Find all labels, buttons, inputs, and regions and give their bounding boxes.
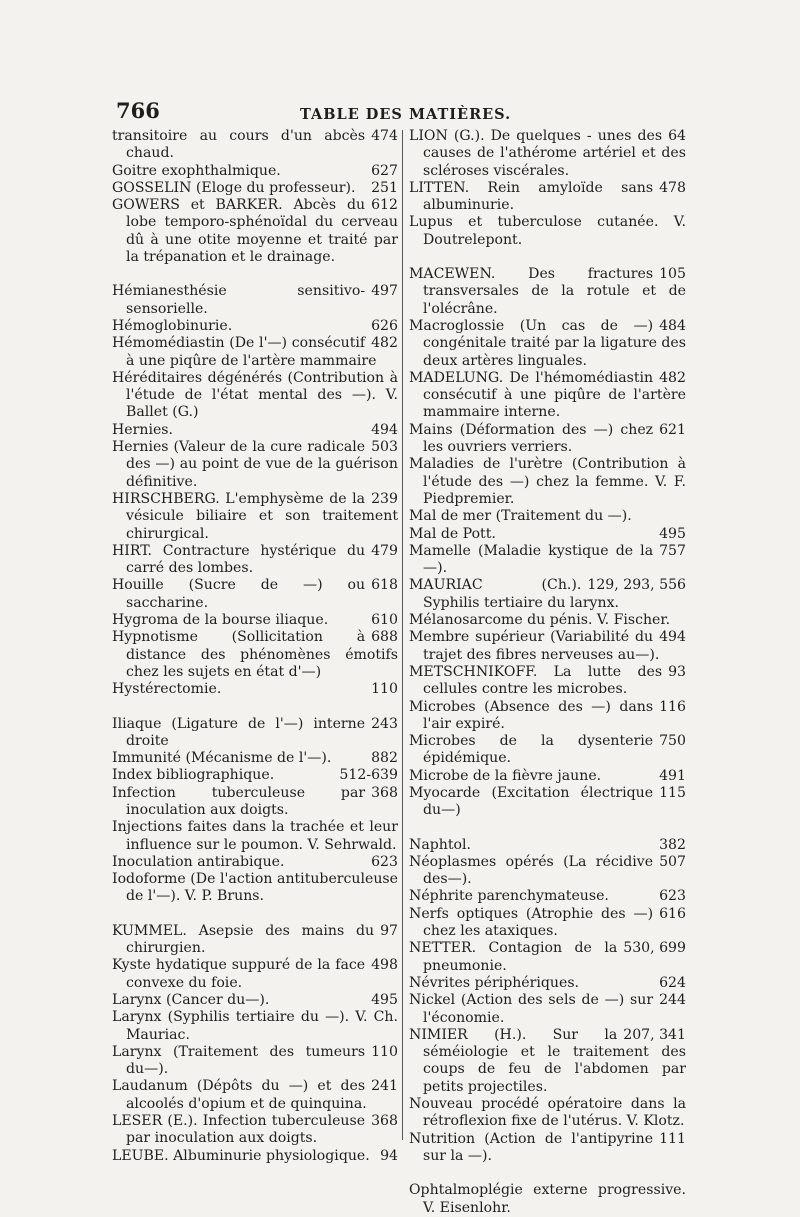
index-entry: [112, 439, 398, 491]
index-entry: [112, 283, 398, 318]
index-entry: [112, 197, 398, 266]
index-entry: [409, 543, 686, 578]
entry-text: Inoculation antirabique.: [112, 853, 285, 870]
entry-text: Ophtalmoplégie externe progressive. V. Eisenlohr.: [409, 1182, 686, 1216]
entry-page: 478: [659, 179, 686, 196]
entry-page: 491: [659, 767, 686, 784]
entry-page: 105: [659, 266, 686, 283]
index-entry: [112, 750, 398, 767]
entry-text: LESER (E.). Infection tuberculeuse par inoculation aux doigts.: [112, 1113, 366, 1147]
entry-text: Nerfs optiques (Atrophie des —) chez les ataxiques.: [409, 905, 654, 940]
entry-text: Hypnotisme (Sollicitation à distance des phénomènes émotifs chez les sujets en état d'—): [112, 629, 398, 680]
index-entry: [409, 266, 686, 318]
left-column: [112, 128, 398, 1165]
entry-page: 479: [371, 542, 398, 559]
index-entry: [112, 491, 398, 543]
entry-page: 624: [659, 974, 686, 991]
index-entry: [409, 975, 686, 992]
entry-page: 244: [659, 992, 686, 1009]
entry-text: Maladies de l'urètre (Contribution à l'étude des —) chez la femme. V. F. Piedpremier.: [409, 456, 686, 507]
index-entry: [409, 1027, 686, 1096]
entry-page: 688: [371, 629, 398, 646]
entry-page: 512-639: [339, 767, 398, 784]
entry-text: Houille (Sucre de —) ou saccharine.: [112, 577, 366, 611]
entry-text: Lupus et tuberculose cutanée. V. Doutrelepont.: [409, 214, 686, 248]
entry-text: Index bibliographique.: [112, 767, 275, 784]
entry-text: transitoire au cours d'un abcès chaud.: [112, 128, 366, 162]
entry-text: MADELUNG. De l'hémomédiastin consécutif à une piqûre de l'artère mammaire interne.: [409, 369, 686, 421]
entry-page: 498: [371, 957, 398, 974]
entry-page: 623: [371, 853, 398, 870]
entry-text: Larynx (Traitement des tumeurs du—).: [112, 1043, 366, 1078]
entry-page: 612: [371, 197, 398, 214]
index-entry: [112, 716, 398, 751]
entry-text: Membre supérieur (Variabilité du trajet des fibres nerveuses au—).: [409, 629, 660, 663]
entry-page: 243: [371, 715, 398, 732]
entry-text: KUMMEL. Asepsie des mains du chirurgien.: [112, 922, 375, 957]
entry-page: 241: [371, 1078, 398, 1095]
entry-text: Infection tuberculeuse par inoculation aux doigts.: [112, 784, 366, 818]
index-entry: [409, 664, 686, 699]
index-entry: [409, 629, 686, 664]
entry-text: LEUBE. Albuminurie physiologique.: [112, 1147, 370, 1164]
index-entry: [409, 128, 686, 180]
index-entry: [112, 612, 398, 629]
entry-page: 621: [659, 421, 686, 438]
entry-text: Microbe de la fièvre jaune.: [409, 767, 602, 784]
entry-text: NETTER. Contagion de la pneumonie.: [409, 940, 618, 974]
index-entry: [409, 526, 686, 543]
index-entry: [112, 422, 398, 439]
index-entry: [112, 370, 398, 422]
index-entry: [112, 957, 398, 992]
entry-text: Mélanosarcome du pénis. V. Fischer.: [409, 612, 671, 629]
index-entry: [112, 767, 398, 784]
entry-text: Mal de Pott.: [409, 525, 496, 542]
entry-text: Mamelle (Maladie kystique de la —).: [409, 542, 654, 577]
entry-text: Hémianesthésie sensitivo-sensorielle.: [112, 283, 366, 317]
entry-text: Héréditaires dégénérés (Contribution à l'étude de l'état mental des —). V. Ballet (G.): [112, 369, 398, 421]
entry-page: 616: [659, 905, 686, 922]
entry-text: Microbes de la dysenterie épidémique.: [409, 733, 654, 767]
entry-text: Myocarde (Excitation électrique du—): [409, 784, 654, 819]
entry-page: 750: [659, 733, 686, 750]
entry-text: HIRSCHBERG. L'emphysème de la vésicule biliaire et son traitement chirurgical.: [112, 490, 398, 542]
entry-text: Névrites périphériques.: [409, 974, 580, 991]
index-entry: [112, 543, 398, 578]
index-entry: [112, 1078, 398, 1113]
entry-page: 618: [371, 577, 398, 594]
index-entry: [112, 923, 398, 958]
entry-page: 507: [659, 853, 686, 870]
entry-page: 207, 341: [623, 1026, 686, 1043]
index-entry: [409, 992, 686, 1027]
entry-text: LITTEN. Rein amyloïde sans albuminurie.: [409, 179, 654, 214]
entry-page: 129, 293, 556: [587, 577, 686, 594]
entry-page: 497: [371, 283, 398, 300]
index-entry: [112, 128, 398, 163]
entry-text: Néphrite parenchymateuse.: [409, 888, 609, 905]
entry-text: Injections faites dans la trachée et leur influence sur le poumon. V. Sehrwald.: [112, 819, 398, 853]
entry-page: 757: [659, 542, 686, 559]
entry-page: 64: [668, 128, 686, 144]
entry-text: Goitre exophthalmique.: [112, 162, 281, 179]
index-entry: [112, 163, 398, 180]
entry-text: Mal de mer (Traitement du —).: [409, 508, 632, 525]
column-divider: [402, 130, 403, 1140]
index-entry: [112, 180, 398, 197]
index-entry: [112, 335, 398, 370]
index-entry: [112, 681, 398, 698]
entry-page: 494: [659, 629, 686, 646]
entry-text: Laudanum (Dépôts du —) et des alcoolés d'opium et de quinquina.: [112, 1078, 367, 1112]
entry-text: Nouveau procédé opératoire dans la rétroflexion fixe de l'utérus. V. Klotz.: [409, 1096, 686, 1130]
entry-text: LION (G.). De quelques - unes des causes de l'athérome artériel et des scléroses viscérales.: [409, 128, 686, 179]
entry-page: 610: [371, 612, 398, 629]
entry-text: NIMIER (H.). Sur la séméiologie et le traitement des coups de feu de l'abdomen par petits projectiles.: [409, 1026, 686, 1095]
entry-page: 110: [371, 681, 398, 698]
index-entry: [112, 1148, 398, 1165]
index-entry: [409, 318, 686, 370]
entry-text: Nutrition (Action de l'antipyrine sur la —).: [409, 1130, 654, 1164]
entry-text: Hernies (Valeur de la cure radicale des —) au point de vue de la guérison définitive.: [112, 439, 398, 490]
index-entry: [112, 318, 398, 335]
index-entry: [409, 214, 686, 249]
index-entry: [409, 699, 686, 734]
entry-text: Iodoforme (De l'action antituberculeuse de l'—). V. P. Bruns.: [112, 871, 398, 905]
index-entry: [112, 871, 398, 906]
entry-text: Larynx (Syphilis tertiaire du —). V. Ch. Mauriac.: [112, 1009, 398, 1043]
entry-page: 474: [371, 128, 398, 144]
entry-text: HIRT. Contracture hystérique du carré des lombes.: [112, 542, 366, 577]
entry-page: 503: [371, 439, 398, 456]
entry-page: 93: [668, 663, 686, 680]
entry-text: Hernies.: [112, 421, 174, 438]
entry-page: 239: [371, 490, 398, 507]
entry-text: Hémoglobinurie.: [112, 317, 233, 334]
index-entry: [409, 785, 686, 820]
index-entry: [409, 733, 686, 768]
entry-text: METSCHNIKOFF. La lutte des cellules contre les microbes.: [409, 663, 663, 698]
index-entry: [409, 1096, 686, 1131]
entry-page: 382: [659, 836, 686, 853]
entry-page: 368: [371, 784, 398, 801]
entry-page: 626: [371, 317, 398, 334]
entry-page: 484: [659, 317, 686, 334]
index-entry: [409, 508, 686, 525]
right-column: [409, 128, 686, 1217]
entry-text: Microbes (Absence des —) dans l'air expiré.: [409, 698, 654, 732]
index-entry: [112, 1009, 398, 1044]
index-entry: [409, 768, 686, 785]
index-entry: [409, 1131, 686, 1166]
index-entry: [409, 837, 686, 854]
index-entry: [409, 456, 686, 508]
entry-text: Mains (Déformation des —) chez les ouvriers verriers.: [409, 421, 654, 456]
entry-text: Iliaque (Ligature de l'—) interne droite: [112, 715, 366, 749]
entry-text: Hystérectomie.: [112, 681, 222, 698]
entry-text: Larynx (Cancer du—).: [112, 991, 270, 1008]
entry-page: 94: [380, 1147, 398, 1164]
index-entry: [409, 906, 686, 941]
index-entry: [409, 612, 686, 629]
index-entry: [112, 854, 398, 871]
entry-text: Hygroma de la bourse iliaque.: [112, 612, 329, 629]
index-entry: [112, 819, 398, 854]
index-entry: [409, 422, 686, 457]
entry-page: 368: [371, 1113, 398, 1130]
entry-page: 110: [371, 1043, 398, 1060]
entry-page: 530, 699: [623, 940, 686, 957]
entry-page: 115: [659, 784, 686, 801]
entry-text: Kyste hydatique suppuré de la face convexe du foie.: [112, 957, 366, 991]
index-entry: [409, 370, 686, 422]
entry-page: 623: [659, 888, 686, 905]
entry-text: GOSSELIN (Eloge du professeur).: [112, 179, 356, 196]
page-number: 766: [116, 98, 160, 123]
entry-text: Macroglossie (Un cas de —) congénitale traité par la ligature des deux artères linguales.: [409, 317, 686, 369]
entry-page: 627: [371, 162, 398, 179]
index-entry: [409, 1182, 686, 1217]
entry-text: Néoplasmes opérés (La récidive des—).: [409, 853, 654, 888]
entry-page: 882: [371, 750, 398, 767]
index-entry: [409, 940, 686, 975]
index-entry: [112, 629, 398, 681]
entry-text: Immunité (Mécanisme de l'—).: [112, 750, 332, 767]
entry-page: 251: [371, 179, 398, 196]
index-entry: [112, 1044, 398, 1079]
entry-page: 482: [659, 369, 686, 386]
index-entry: [112, 992, 398, 1009]
entry-text: MACEWEN. Des fractures transversales de la rotule et de l'olécrâne.: [409, 266, 686, 317]
entry-page: 495: [659, 525, 686, 542]
entry-text: Naphtol.: [409, 836, 471, 853]
entry-text: Nickel (Action des sels de —) sur l'économie.: [409, 992, 654, 1026]
entry-page: 116: [659, 698, 686, 715]
index-entry: [409, 888, 686, 905]
index-entry: [409, 577, 686, 612]
entry-page: 494: [371, 421, 398, 438]
entry-text: GOWERS et BARKER. Abcès du lobe temporo-sphénoïdal du cerveau dû à une otite moyenne et traité par la trépanation et le drainage.: [112, 197, 398, 266]
entry-page: 495: [371, 991, 398, 1008]
running-head: TABLE DES MATIÈRES.: [300, 106, 512, 123]
entry-text: MAURIAC (Ch.). Syphilis tertiaire du larynx.: [409, 577, 620, 611]
index-entry: [112, 577, 398, 612]
index-entry: [112, 1113, 398, 1148]
entry-text: Hémomédiastin (De l'—) consécutif à une piqûre de l'artère mammaire: [112, 335, 377, 369]
entry-page: 97: [380, 922, 398, 939]
index-entry: [409, 180, 686, 215]
index-entry: [409, 854, 686, 889]
index-entry: [112, 785, 398, 820]
entry-page: 482: [371, 335, 398, 352]
entry-page: 111: [659, 1130, 686, 1147]
